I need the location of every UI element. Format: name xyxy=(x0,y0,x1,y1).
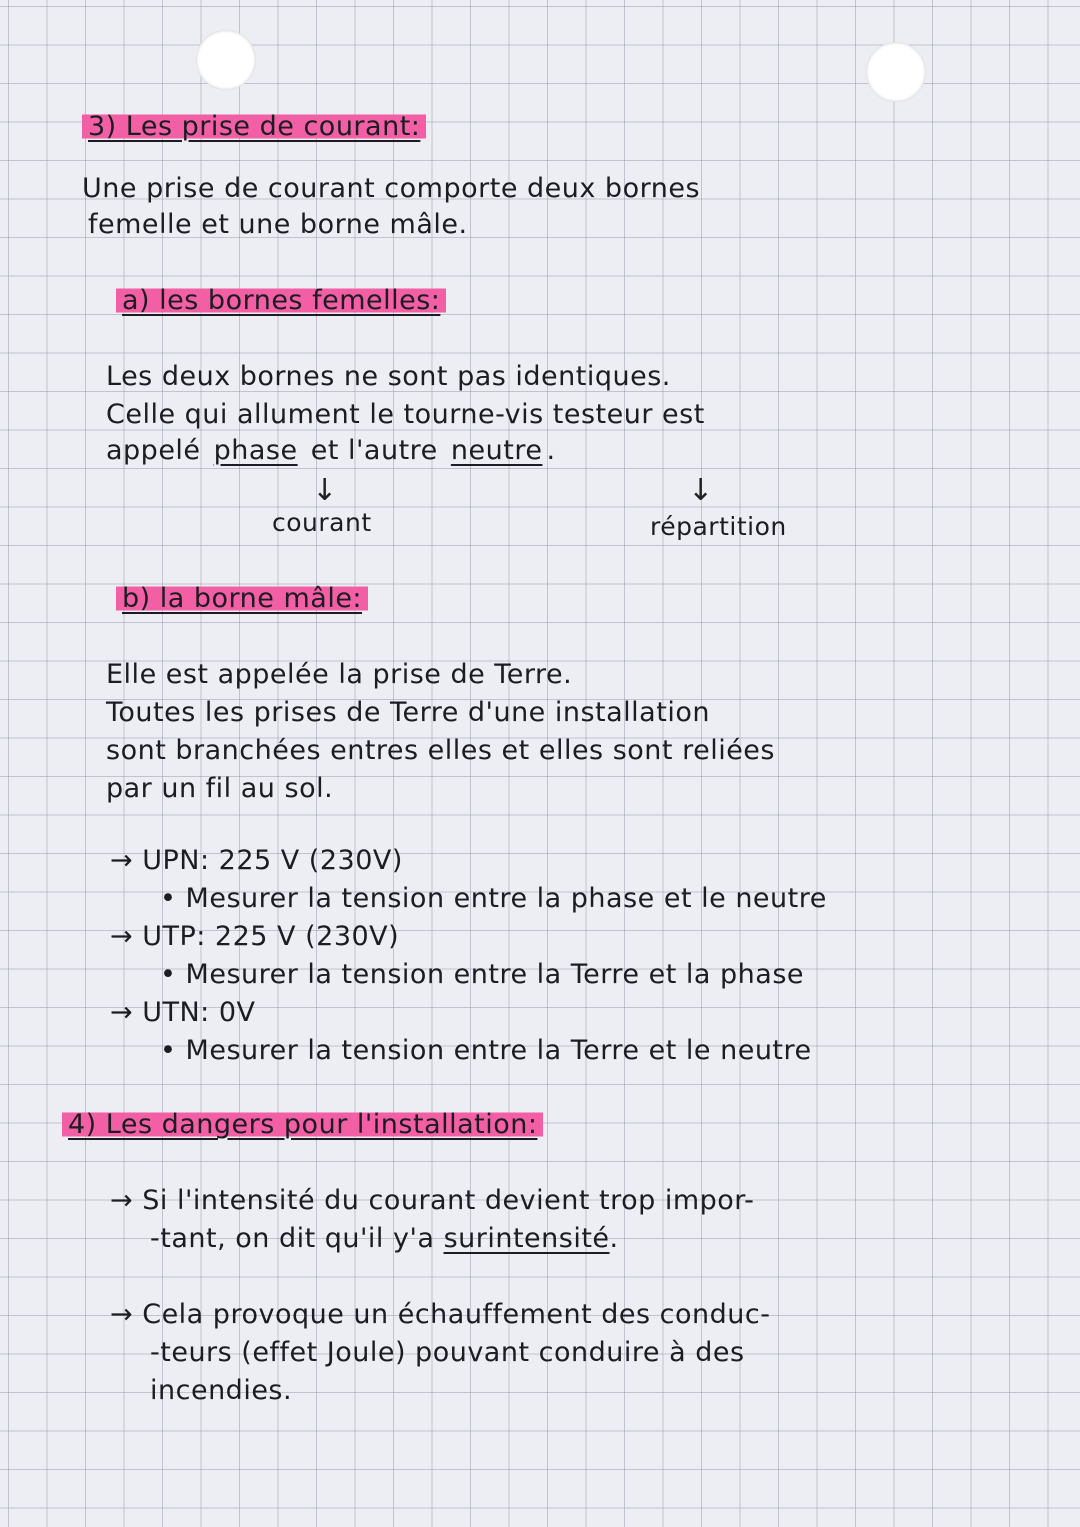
punch-hole-right xyxy=(866,42,926,102)
phase-note: courant xyxy=(272,508,372,537)
bullet-icon: • xyxy=(160,883,177,914)
arrow-right-icon: → xyxy=(110,921,134,952)
section-3-intro-line-1: Une prise de courant comporte deux bornes xyxy=(82,173,701,204)
arrow-right-icon: → xyxy=(110,845,134,876)
subsection-a-line-3: appelé phase et l'autre neutre . xyxy=(106,432,556,471)
measure-upn-desc: • Mesurer la tension entre la phase et le neutre xyxy=(160,883,827,914)
measure-utn-label: → UTN: 0V xyxy=(110,997,256,1028)
subsection-b-line-4: par un fil au sol. xyxy=(106,773,334,804)
phase-term: phase xyxy=(210,432,302,471)
section-4-p2-line-3: incendies. xyxy=(150,1375,293,1406)
surintensite-term: surintensité xyxy=(443,1223,610,1254)
section-3-title: 3) Les prise de courant: xyxy=(82,108,426,147)
bullet-icon: • xyxy=(160,959,177,990)
section-4-p1-line-1: → Si l'intensité du courant devient trop impor- xyxy=(110,1185,755,1216)
section-4-p2-line-2: -teurs (effet Joule) pouvant conduire à des xyxy=(150,1337,745,1368)
subsection-a-line-1: Les deux bornes ne sont pas identiques. xyxy=(106,361,671,392)
section-4-p2-line-1: → Cela provoque un échauffement des conduc- xyxy=(110,1299,771,1330)
bullet-icon: • xyxy=(160,1035,177,1066)
measure-utp-label: → UTP: 225 V (230V) xyxy=(110,921,400,952)
subsection-a-line-2: Celle qui allument le tourne-vis testeur est xyxy=(106,399,705,430)
arrow-down-icon: ↓ xyxy=(312,473,338,508)
arrow-right-icon: → xyxy=(110,1185,134,1216)
arrow-right-icon: → xyxy=(110,997,134,1028)
subsection-b-line-3: sont branchées entres elles et elles sont reliées xyxy=(106,735,775,766)
arrow-right-icon: → xyxy=(110,1299,134,1330)
measure-utp-desc: • Mesurer la tension entre la Terre et la phase xyxy=(160,959,805,990)
neutre-note: répartition xyxy=(650,512,787,541)
subsection-b-line-2: Toutes les prises de Terre d'une installation xyxy=(106,697,710,728)
measure-utn-desc: • Mesurer la tension entre la Terre et le neutre xyxy=(160,1035,812,1066)
arrow-down-icon: ↓ xyxy=(688,473,714,508)
punch-hole-left xyxy=(196,30,256,90)
subsection-b-line-1: Elle est appelée la prise de Terre. xyxy=(106,659,573,690)
measure-upn-label: → UPN: 225 V (230V) xyxy=(110,845,403,876)
section-4-title: 4) Les dangers pour l'installation: xyxy=(62,1106,543,1145)
section-3-intro-line-2: femelle et une borne mâle. xyxy=(88,209,468,240)
neutre-term: neutre xyxy=(447,432,547,471)
section-4-p1-line-2: -tant, on dit qu'il y'a surintensité. xyxy=(150,1223,619,1254)
subsection-b-title: b) la borne mâle: xyxy=(116,580,368,619)
subsection-a-title: a) les bornes femelles: xyxy=(116,282,446,321)
